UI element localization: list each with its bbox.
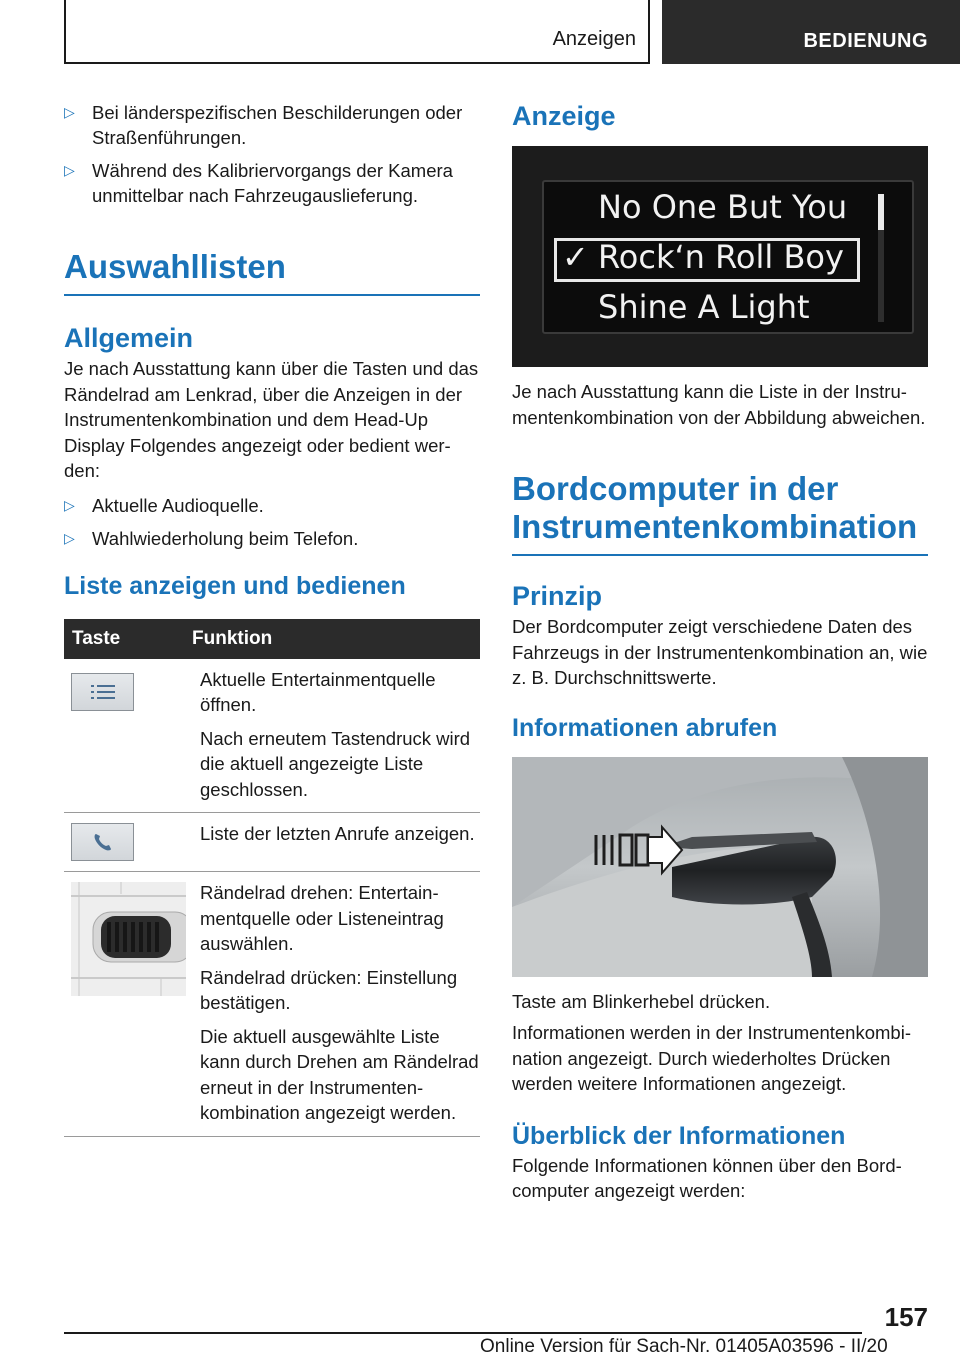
turn-signal-lever-image [512,757,928,977]
subheading-informationen-abrufen: Informationen abrufen [512,713,778,742]
principle-paragraph: Der Bordcomputer zeigt verschiedene Daten des Fahrzeugs in der Instrumentenkombination an, wie z. B. Durchschnittswerte. [512,616,928,688]
list-item: No One But You [598,188,848,226]
function-text: Aktuelle Entertainmentquelle öffnen. [200,668,436,715]
function-text: Rändelrad drehen: Entertainmentquelle oder Listeneintrag auswählen. [200,882,444,954]
right-column [512,100,928,1204]
general-paragraph: Je nach Ausstattung kann über die Tasten und das Rändelrad am Lenkrad, über die Anzeigen in der Instrumentenkombination und dem Head-Up Display Folgendes angezeigt oder bedient werden: [64,358,479,481]
list-item: Rock‘n Roll Boy [598,238,844,276]
triangle-bullet-icon: ▷ [64,104,75,120]
subheading-anzeige: Anzeige [512,101,616,131]
header-section-title: Anzeigen [552,28,636,50]
general-bullet [64,526,480,551]
general-bullet-text: Aktuelle Audioquelle. [92,494,264,516]
section-heading-bordcomputer: Bordcomputer in der Instrumentenkombination [512,470,918,545]
header-chapter-tab [662,0,960,64]
table-header-function: Funktion [192,627,273,649]
check-icon: ✓ [562,238,589,276]
intro-bullet-text: Während des Kalibriervorgangs der Kamera unmittelbar nach Fahrzeugauslieferung. [92,160,453,206]
scrollbar-thumb [878,194,884,230]
phone-icon [71,823,134,861]
call-paragraph-2: Informationen werden in der Instrumentenkombination angezeigt. Durch wiederholtes Drücken werden weitere Informationen angezeigt. [512,1022,911,1094]
left-column [64,100,480,1137]
list-item: Shine A Light [598,288,810,326]
table-header-key: Taste [72,627,121,649]
footer-rule [64,1332,862,1334]
footer-online-version: Online Version für Sach-Nr. 01405A03596 - II/20 [480,1336,888,1357]
display-paragraph: Je nach Ausstattung kann die Liste in der Instrumentenkombination von der Abbildung abweichen. [512,381,926,428]
subheading-ueberblick: Überblick der Informationen [512,1121,846,1150]
scrollbar [878,194,884,322]
call-paragraph-1: Taste am Blinkerhebel drücken. [512,990,771,1012]
thumbwheel-icon [71,882,186,996]
function-text: Nach erneutem Tastendruck wird die aktuell angezeigte Liste geschlossen. [200,727,471,800]
overview-paragraph: Folgende Informationen können über den Bordcomputer angezeigt werden: [512,1154,902,1201]
general-bullet-text: Wahlwiederholung beim Telefon. [92,527,359,549]
header-left-rule [64,0,66,64]
table-row [64,872,480,1137]
intro-bullet [64,158,480,208]
heading-rule [512,554,928,556]
heading-rule [64,294,480,296]
header-chapter-label: BEDIENUNG [803,30,928,52]
page-number: 157 [884,1302,928,1332]
function-text: Die aktuell ausgewählte Liste kann durch Drehen am Rändelrad erneut in der Instrumentenkombination angezeigt werden. [200,1025,479,1123]
intro-bullet [64,100,480,150]
function-text: Liste der letzten Anrufe anzeigen. [200,823,475,844]
section-heading-auswahllisten: Auswahllisten [64,248,286,285]
subheading-liste-anzeigen: Liste anzeigen und bedienen [64,571,406,600]
list-display-panel [542,180,914,334]
triangle-bullet-icon: ▷ [64,529,75,546]
triangle-bullet-icon: ▷ [64,496,75,513]
header-mid-rule [648,0,650,64]
subheading-allgemein: Allgemein [64,323,194,353]
controls-table [64,619,480,1137]
general-bullet [64,493,480,518]
table-header [64,619,480,659]
list-display-screen [512,146,928,367]
subheading-prinzip: Prinzip [512,581,603,611]
triangle-bullet-icon: ▷ [64,162,75,178]
header-bottom-rule [64,62,650,64]
table-row [64,813,480,872]
function-text: Rändelrad drücken: Einstellung bestätigen. [200,966,458,1013]
table-row [64,659,480,814]
intro-bullet-text: Bei länderspezifischen Beschilderungen oder Straßenführungen. [92,102,463,148]
list-icon [71,673,134,711]
